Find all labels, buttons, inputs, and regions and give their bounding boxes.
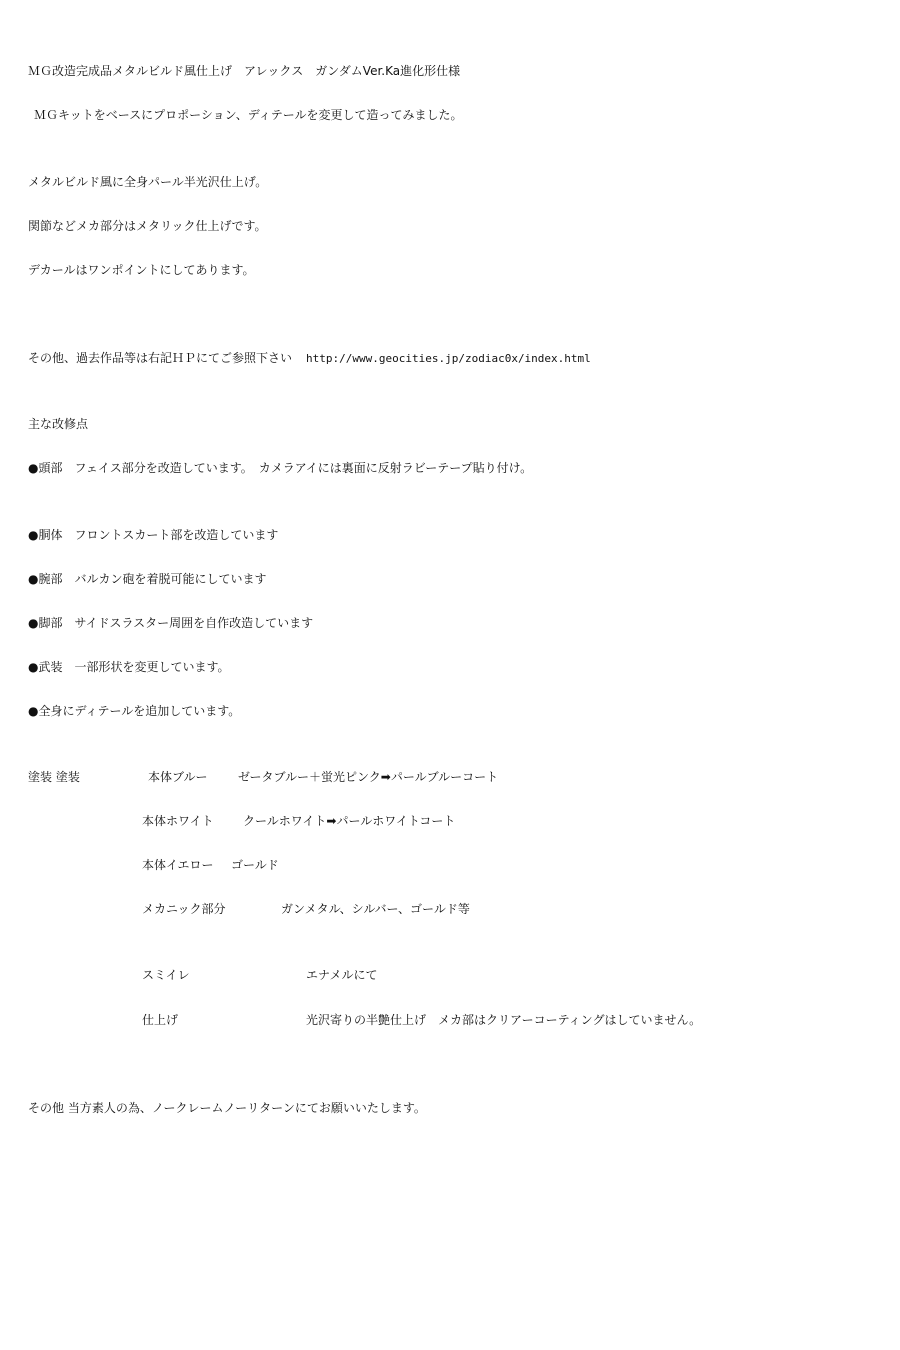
paint-part-mechanic: メカニック部分 <box>142 902 226 916</box>
paint-desc-blue: ゼータブルー＋蛍光ピンク➡パールブルーコート <box>238 770 499 784</box>
homepage-text: その他、過去作品等は右記ＨＰにてご参照下さい <box>28 351 293 365</box>
mod-item-arms: ●腕部 バルカン砲を着脱可能にしています <box>28 572 267 586</box>
footer-note: その他 当方素人の為、ノークレームノーリターンにてお願いいたします。 <box>28 1101 426 1115</box>
mod-item-torso: ●胴体 フロントスカート部を改造しています <box>28 528 279 542</box>
paint-desc-finish: 光沢寄りの半艶仕上げ メカ部はクリアーコーティングはしていません。 <box>306 1013 702 1027</box>
homepage-link[interactable]: http://www.geocities.jp/zodiac0x/index.html <box>306 352 591 365</box>
paint-label: 塗装 塗装 <box>28 770 80 784</box>
paint-part-white: 本体ホワイト <box>142 814 214 828</box>
mod-item-head: ●頭部 フェイス部分を改造しています。 カメラアイには裏面に反射ラビーテープ貼り付け。 <box>28 461 533 475</box>
paint-part-blue: 本体ブルー <box>148 770 208 784</box>
finish-line-1: メタルビルド風に全身パール半光沢仕上げ。 <box>28 175 268 189</box>
mod-item-weapons: ●武装 一部形状を変更しています。 <box>28 660 230 674</box>
paint-part-yellow: 本体イエロー <box>142 858 214 872</box>
mod-item-legs: ●脚部 サイドスラスター周囲を自作改造しています <box>28 616 314 630</box>
mod-item-details: ●全身にディテールを追加しています。 <box>28 704 241 718</box>
paint-desc-yellow: ゴールド <box>231 858 279 872</box>
paint-desc-mechanic: ガンメタル、シルバー、ゴールド等 <box>281 902 470 916</box>
paint-desc-wash: エナメルにて <box>306 968 378 982</box>
mods-heading: 主な改修点 <box>28 417 89 431</box>
finish-line-3: デカールはワンポイントにしてあります。 <box>28 263 255 277</box>
homepage-line <box>28 350 591 367</box>
paint-part-finish: 仕上げ <box>142 1013 179 1027</box>
paint-desc-white: クールホワイト➡パールホワイトコート <box>243 814 456 828</box>
paint-part-wash: スミイレ <box>142 968 190 982</box>
finish-line-2: 関節などメカ部分はメタリック仕上げです。 <box>28 219 267 233</box>
product-title: ＭＧ改造完成品メタルビルド風仕上げ アレックス ガンダムVer.Ka進化形仕様 <box>28 64 461 78</box>
intro-text: ＭＧキットをベースにプロポーション、ディテールを変更して造ってみました。 <box>34 108 463 122</box>
